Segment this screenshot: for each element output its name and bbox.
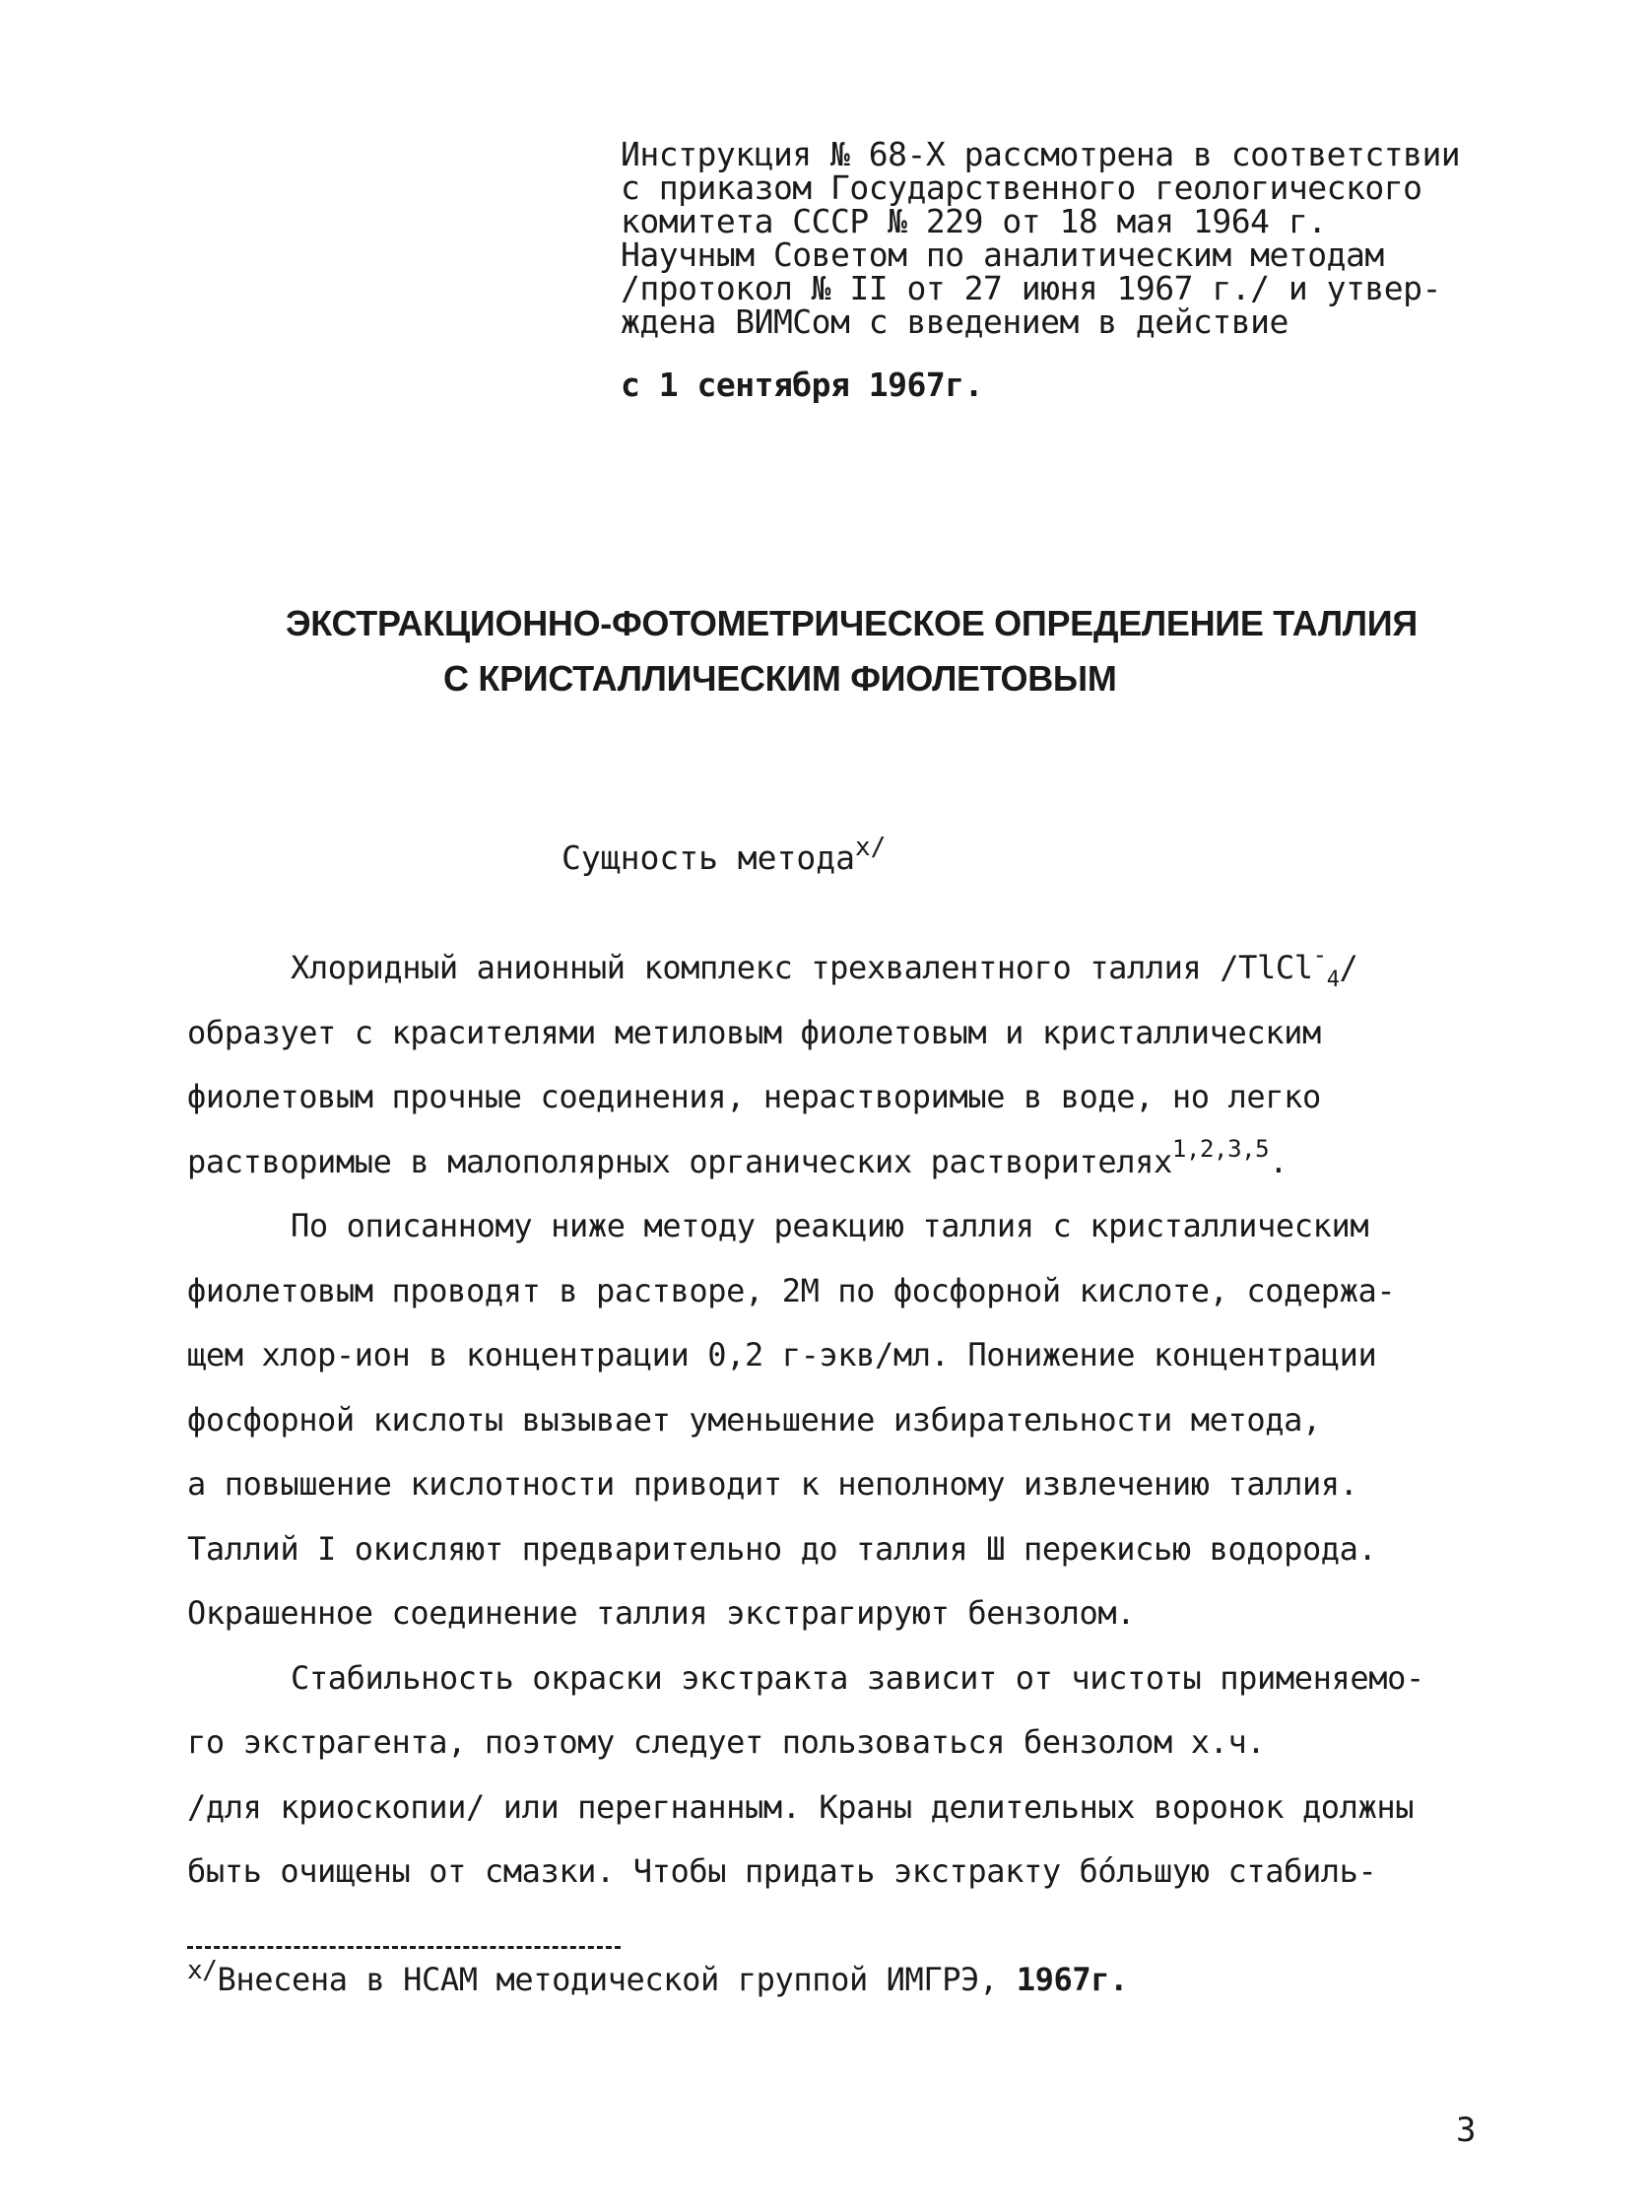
text-run: растворимые в малополярных органических растворителях: [187, 1142, 1172, 1180]
body-text: [187, 936, 1517, 1905]
reference-numbers: 1,2,3,5: [1171, 1134, 1270, 1163]
paragraph-1-line: [187, 1130, 1517, 1195]
text-run: .: [1269, 1142, 1289, 1180]
document-title: [286, 596, 1418, 706]
paragraph-2-line: фиолетовым проводят в растворе, 2М по фосфорной кислоте, содержа-: [187, 1271, 1396, 1309]
footnote-text: Внесена в НСАМ методической группой ИМГРЭ,: [217, 1961, 998, 1998]
approval-line: ждена ВИМСом с введением в действие: [621, 302, 1289, 341]
paragraph-2-line: а повышение кислотности приводит к неполному извлечению таллия.: [187, 1465, 1358, 1503]
approval-note: [621, 135, 1507, 404]
formula-superscript: -: [1312, 941, 1327, 969]
approval-line: Научным Советом по аналитическим методам: [621, 235, 1384, 274]
paragraph-3-line: быть очищены от смазки. Чтобы придать экстракту бо́льшую стабиль-: [187, 1852, 1377, 1890]
approval-line: комитета СССР № 229 от 18 мая 1964 г.: [621, 202, 1327, 240]
paragraph-2-line: Окрашенное соединение таллия экстрагируют бензолом.: [187, 1594, 1136, 1632]
page-number: 3: [1456, 2111, 1477, 2150]
title-line-1: ЭКСТРАКЦИОННО-ФОТОМЕТРИЧЕСКОЕ ОПРЕДЕЛЕНИЕ ТАЛЛИЯ: [286, 603, 1418, 643]
approval-line: с приказом Государственного геологического: [621, 168, 1422, 207]
text-run: Хлоридный анионный комплекс трехвалентного таллия /TlCl: [291, 949, 1313, 986]
effective-date: с 1 сентября 1967г.: [621, 366, 983, 404]
paragraph-1-line: образует с красителями метиловым фиолетовым и кристаллическим: [187, 1013, 1321, 1051]
text-run: /: [1339, 949, 1358, 986]
paragraph-2-line: фосфорной кислоты вызывает уменьшение избирательности метода,: [187, 1400, 1321, 1439]
approval-line: Инструкция № 68-Х рассмотрена в соответствии: [621, 135, 1461, 173]
paragraph-3-line: /для криоскопии/ или перегнанным. Краны делительных воронок должны: [187, 1787, 1415, 1826]
title-line-2: С КРИСТАЛЛИЧЕСКИМ ФИОЛЕТОВЫМ: [443, 658, 1117, 699]
paragraph-3-line: Стабильность окраски экстракта зависит от чистоты применяемо-: [291, 1658, 1424, 1697]
paragraph-1-line: [187, 936, 1517, 1001]
footnote: [187, 1956, 1128, 1998]
paragraph-2-line: Таллий I окисляют предварительно до таллия Ш перекисью водорода.: [187, 1529, 1377, 1568]
paragraph-2-line: По описанному ниже методу реакцию таллия с кристаллическим: [291, 1207, 1369, 1244]
approval-line: /протокол № II от 27 июня 1967 г./ и утвер-: [621, 269, 1441, 307]
paragraph-2-line: щем хлор-ион в концентрации 0,2 г-экв/мл. Понижение концентрации: [187, 1336, 1377, 1374]
formula-subscript: 4: [1326, 968, 1340, 992]
paragraph-1-line: фиолетовым прочные соединения, нерастворимые в воде, но легко: [187, 1078, 1321, 1115]
footnote-marker: x/: [855, 833, 887, 862]
footnote-marker: x/: [187, 1956, 218, 1985]
section-heading-text: Сущность метода: [562, 838, 856, 877]
paragraph-3-line: го экстрагента, поэтому следует пользоваться бензолом х.ч.: [187, 1723, 1266, 1761]
footnote-divider: [187, 1946, 621, 1949]
section-heading: [562, 833, 886, 877]
footnote-year: 1967г.: [997, 1961, 1128, 1998]
